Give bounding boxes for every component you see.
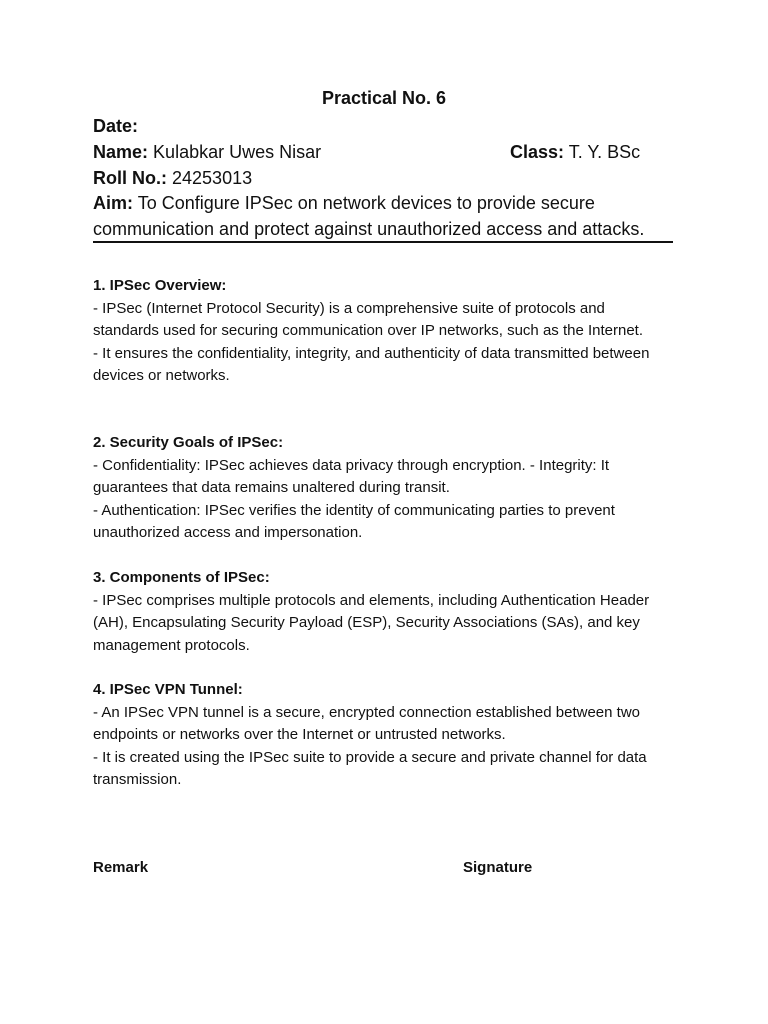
name-value: Kulabkar Uwes Nisar — [153, 142, 322, 162]
section-paragraph: - An IPSec VPN tunnel is a secure, encrypted connection established between two endpoints or networks over the Internet or untrusted networks. — [93, 703, 640, 743]
section-paragraph: - IPSec (Internet Protocol Security) is a comprehensive suite of protocols and standards used for securing communication over IP networks, such as the Internet. — [93, 299, 644, 339]
remark-label: Remark — [93, 859, 149, 876]
date-line — [93, 114, 138, 138]
section-heading: 4. IPSec VPN Tunnel: — [93, 681, 243, 698]
date-label: Date: — [93, 116, 139, 136]
class-value: T. Y. BSc — [568, 142, 641, 162]
section-paragraph: - It ensures the confidentiality, integrity, and authenticity of data transmitted between devices or networks. — [93, 344, 650, 384]
page-title: Practical No. 6 — [321, 88, 447, 108]
section-components — [93, 567, 673, 657]
section-heading: 2. Security Goals of IPSec: — [93, 434, 284, 451]
section-paragraph: - Confidentiality: IPSec achieves data privacy through encryption. - Integrity: It guarantees that data remains unaltered during transit. — [93, 456, 610, 496]
roll-label: Roll No.: — [93, 168, 167, 188]
aim-line — [93, 190, 683, 242]
section-paragraph: - Authentication: IPSec verifies the identity of communicating parties to prevent unauthorized access and impersonation. — [93, 501, 615, 541]
signature-label: Signature — [463, 859, 533, 876]
name-line — [93, 140, 321, 164]
aim-label: Aim: — [93, 193, 133, 213]
section-heading: 1. IPSec Overview: — [93, 277, 227, 294]
section-security-goals — [93, 432, 673, 545]
section-vpn-tunnel — [93, 679, 673, 792]
section-heading: 3. Components of IPSec: — [93, 569, 270, 586]
section-paragraph: - It is created using the IPSec suite to provide a secure and private channel for data transmission. — [93, 748, 647, 788]
roll-value: 24253013 — [172, 168, 253, 188]
class-line — [510, 140, 640, 164]
header-divider — [93, 241, 673, 243]
section-paragraph: - IPSec comprises multiple protocols and elements, including Authentication Header (AH), Encapsulating Security Payload (ESP), Security Associations (SAs), and key management protocols. — [93, 591, 650, 654]
class-label: Class: — [510, 142, 565, 162]
roll-line — [93, 166, 252, 190]
name-label: Name: — [93, 142, 149, 162]
section-ipsec-overview — [93, 275, 673, 388]
aim-value: To Configure IPSec on network devices to provide secure communication and protect against unauthorized access and attacks. — [93, 193, 645, 239]
